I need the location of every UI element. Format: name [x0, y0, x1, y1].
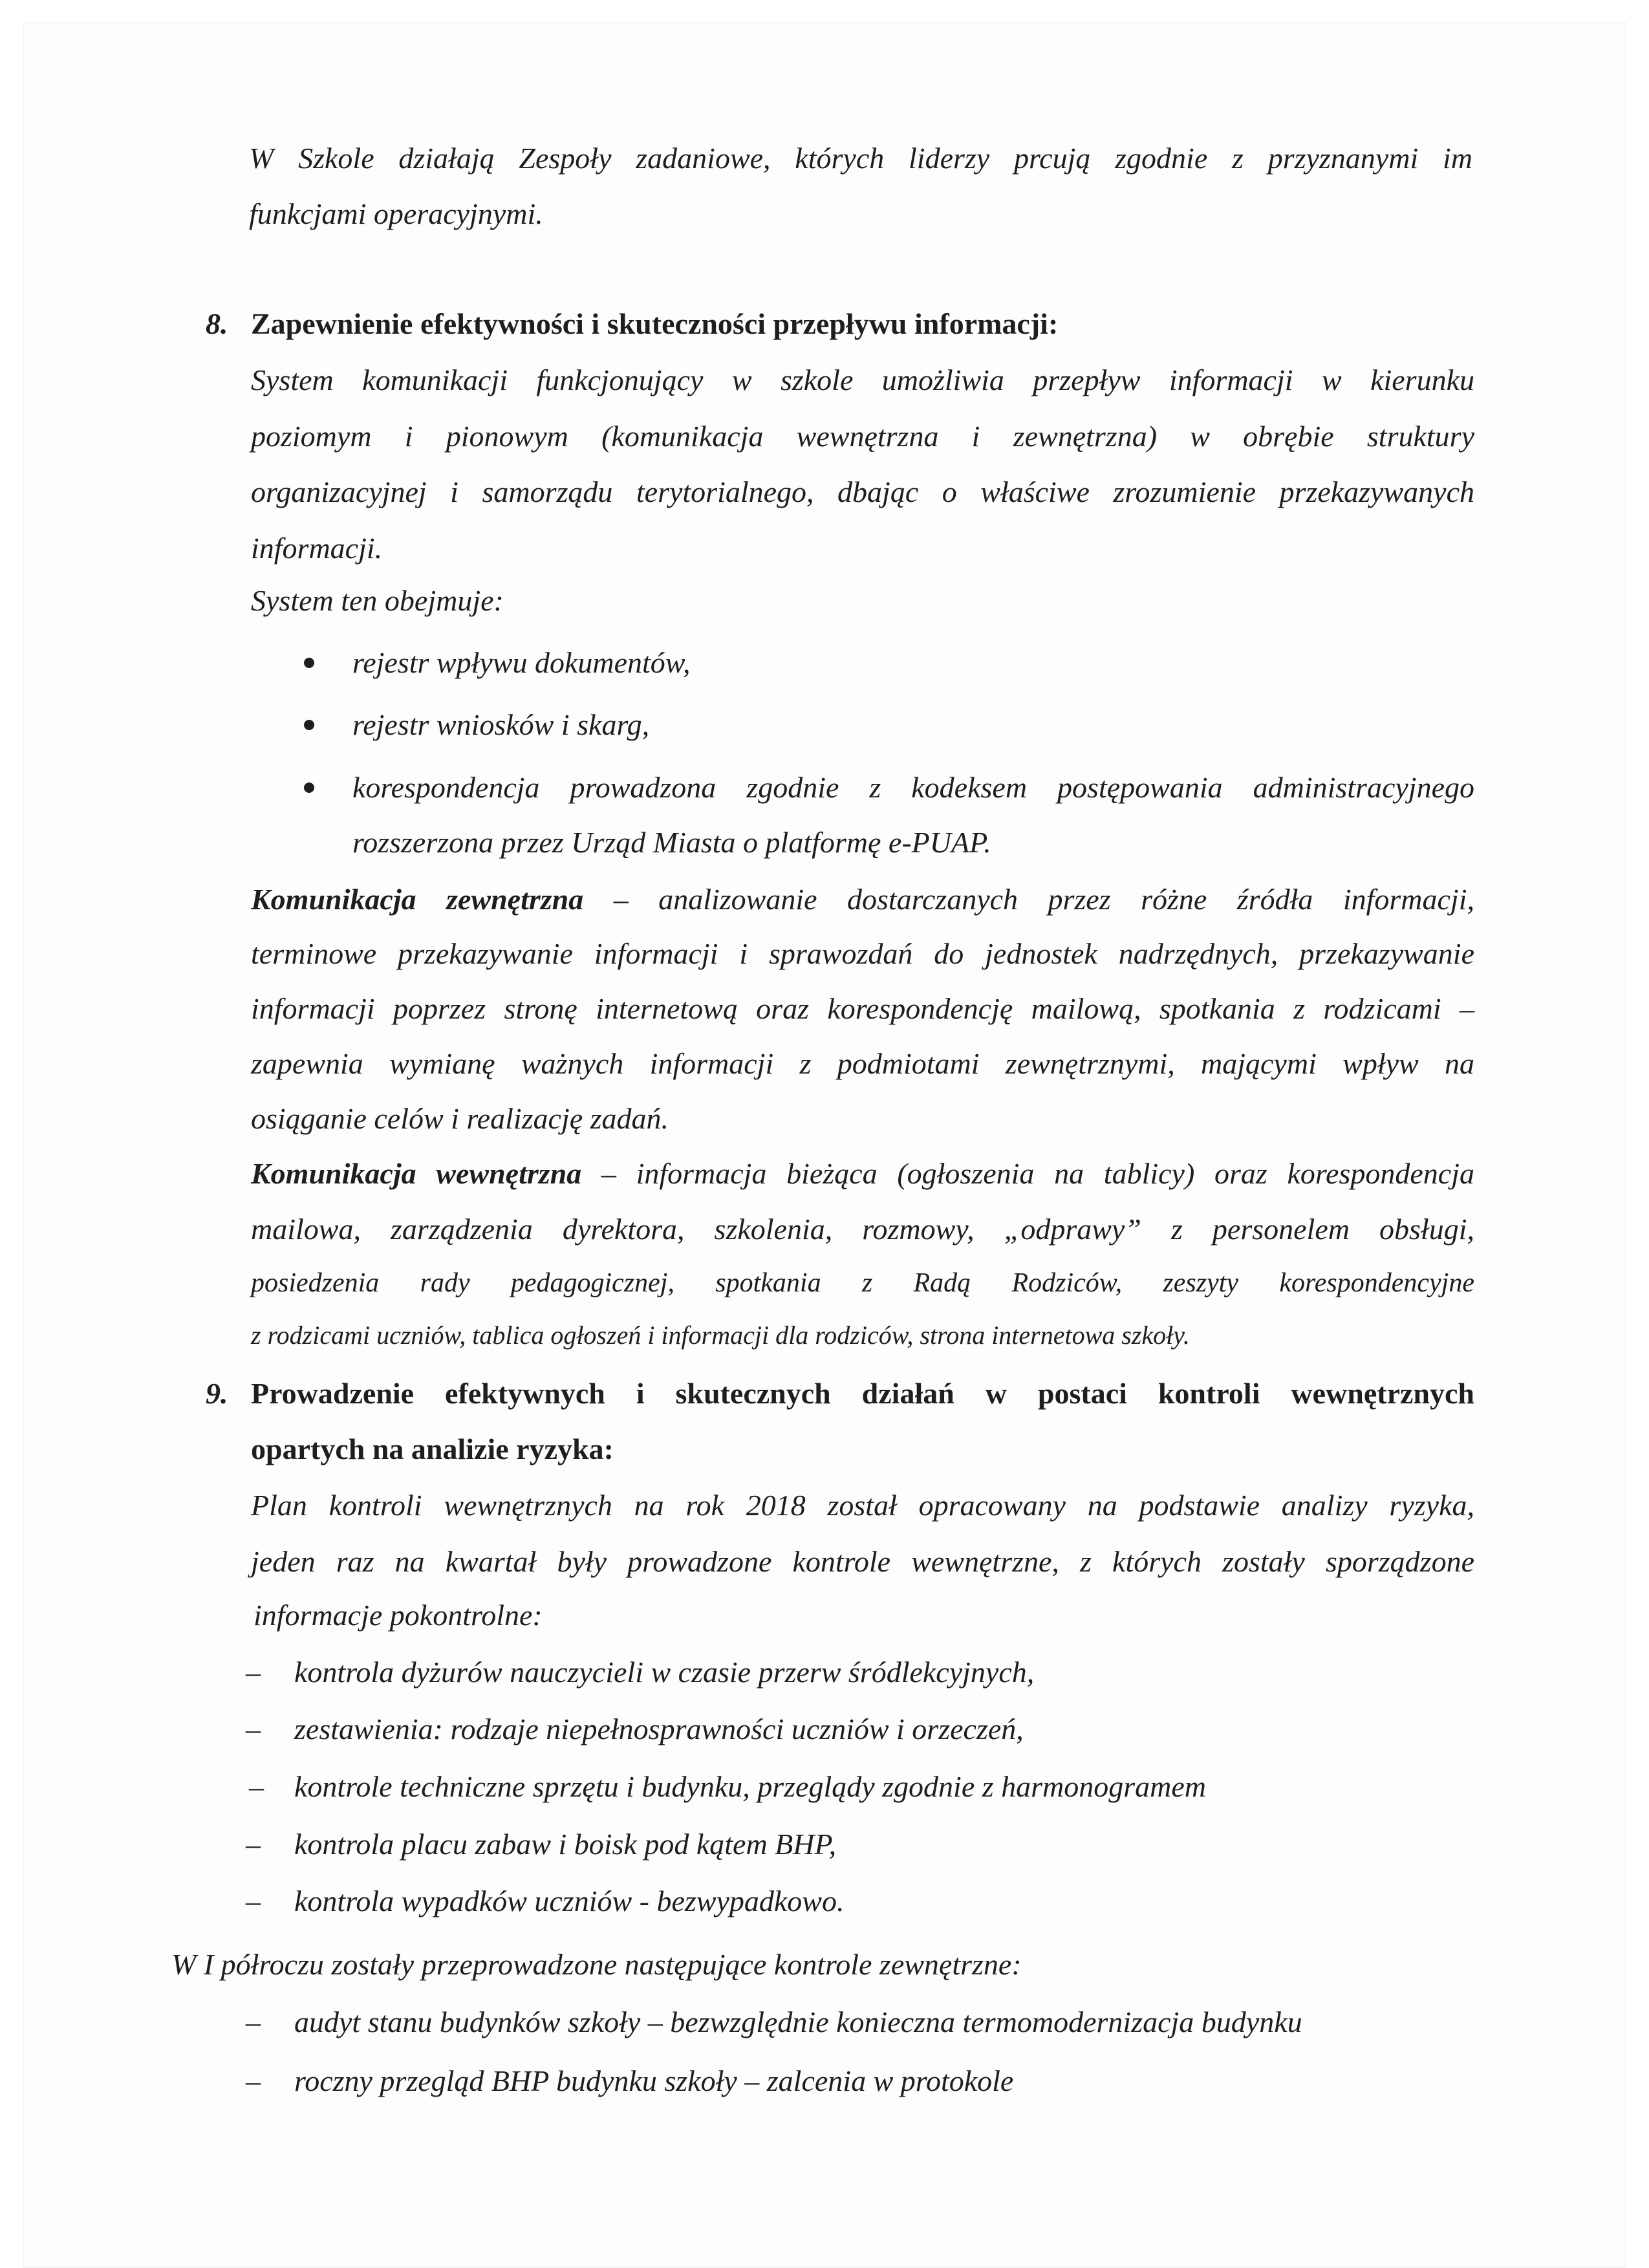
internal-control-2: zestawienia: rodzaje niepełnosprawności uczniów i orzeczeń, [294, 1712, 1024, 1745]
external-control-1: audyt stanu budynków szkoły – bezwzględnie konieczna termomodernizacja budynku [294, 2005, 1302, 2038]
system-intro: System ten obejmuje: [251, 584, 504, 617]
dash-icon: – [246, 1712, 261, 1745]
section-8-para-line-3: organizacyjnej i samorządu terytorialnego, dbając o właściwe zrozumienie przekazywanych [251, 475, 1474, 508]
dash-icon: – [246, 1656, 261, 1689]
external-controls-intro: W I półroczu zostały przeprowadzone następujące kontrole zewnętrzne: [171, 1948, 1022, 1981]
internal-comm-line-3: posiedzenia rady pedagogicznej, spotkania z Radą Rodziców, zeszyty korespondencyjne [251, 1268, 1474, 1298]
external-control-2: roczny przegląd BHP budynku szkoły – zalcenia w protokole [294, 2064, 1014, 2097]
dash-icon: – [246, 2005, 261, 2038]
bullet-item-3: korespondencja prowadzona zgodnie z kodeksem postępowania administracyjnego [352, 771, 1474, 804]
intro-line-1: W Szkole działają Zespoły zadaniowe, których liderzy prcują zgodnie z przyznanymi im [249, 142, 1472, 175]
external-comm-line-5: osiąganie celów i realizację zadań. [251, 1102, 669, 1135]
section-8-para-line-1: System komunikacji funkcjonujący w szkole umożliwia przepływ informacji w kierunku [251, 363, 1474, 396]
external-comm-line-2: terminowe przekazywanie informacji i sprawozdań do jednostek nadrzędnych, przekazywanie [251, 937, 1474, 970]
section-8-number: 8. [206, 307, 228, 340]
bullet-icon [304, 658, 314, 668]
bullet-icon [304, 783, 314, 793]
section-9-heading-line-1: Prowadzenie efektywnych i skutecznych działań w postaci kontroli wewnętrznych [251, 1377, 1474, 1410]
section-9-para-line-3: informacje pokontrolne: [253, 1599, 543, 1632]
bleed-through-text [255, 750, 262, 776]
section-9-para-line-1: Plan kontroli wewnętrznych na rok 2018 został opracowany na podstawie analizy ryzyka, [251, 1489, 1474, 1522]
external-comm-line-3: informacji poprzez stronę internetową oraz korespondencję mailową, spotkania z rodzicami – [251, 992, 1474, 1025]
external-comm-label: Komunikacja zewnętrzna [251, 883, 584, 916]
internal-control-1: kontrola dyżurów nauczycieli w czasie przerw śródlekcyjnych, [294, 1656, 1035, 1689]
external-comm-line-1: Komunikacja zewnętrzna – analizowanie dostarczanych przez różne źródła informacji, [251, 883, 1474, 916]
internal-comm-label: Komunikacja wewnętrzna [251, 1157, 582, 1190]
section-8-para-line-2: poziomym i pionowym (komunikacja wewnętrzna i zewnętrzna) w obrębie struktury [251, 420, 1474, 453]
intro-line-2: funkcjami operacyjnymi. [249, 197, 543, 230]
bullet-item-1: rejestr wpływu dokumentów, [352, 646, 691, 679]
bullet-item-2: rejestr wniosków i skarg, [352, 708, 650, 741]
section-9-heading-line-2: opartych na analizie ryzyka: [251, 1432, 614, 1465]
internal-control-3: kontrole techniczne sprzętu i budynku, przeglądy zgodnie z harmonogramem [294, 1770, 1207, 1803]
section-9-number: 9. [206, 1377, 228, 1410]
internal-control-5: kontrola wypadków uczniów - bezwypadkowo. [294, 1885, 845, 1917]
external-comm-line-4: zapewnia wymianę ważnych informacji z podmiotami zewnętrznymi, mającymi wpływ na [251, 1047, 1474, 1080]
section-8-heading: Zapewnienie efektywności i skuteczności przepływu informacji: [251, 307, 1059, 340]
bullet-item-3-cont: rozszerzona przez Urząd Miasta o platformę e-PUAP. [352, 826, 991, 859]
dash-icon: – [246, 1885, 261, 1917]
internal-control-4: kontrola placu zabaw i boisk pod kątem BHP, [294, 1828, 837, 1861]
dash-icon: – [249, 1770, 264, 1803]
dash-icon: – [246, 1828, 261, 1861]
internal-comm-line-1: Komunikacja wewnętrzna – informacja bieżąca (ogłoszenia na tablicy) oraz korespondencja [251, 1157, 1474, 1190]
internal-comm-line-2: mailowa, zarządzenia dyrektora, szkolenia, rozmowy, „odprawy” z personelem obsługi, [251, 1213, 1474, 1246]
section-9-para-line-2: jeden raz na kwartał były prowadzone kontrole wewnętrzne, z których zostały sporządzone [251, 1545, 1474, 1578]
internal-comm-line-4: z rodzicami uczniów, tablica ogłoszeń i informacji dla rodziców, strona internetowa szkoły. [251, 1321, 1190, 1350]
scanned-page [23, 22, 1626, 2268]
dash-icon: – [246, 2064, 261, 2097]
section-8-para-line-4: informacji. [251, 532, 383, 565]
bullet-icon [304, 720, 314, 730]
